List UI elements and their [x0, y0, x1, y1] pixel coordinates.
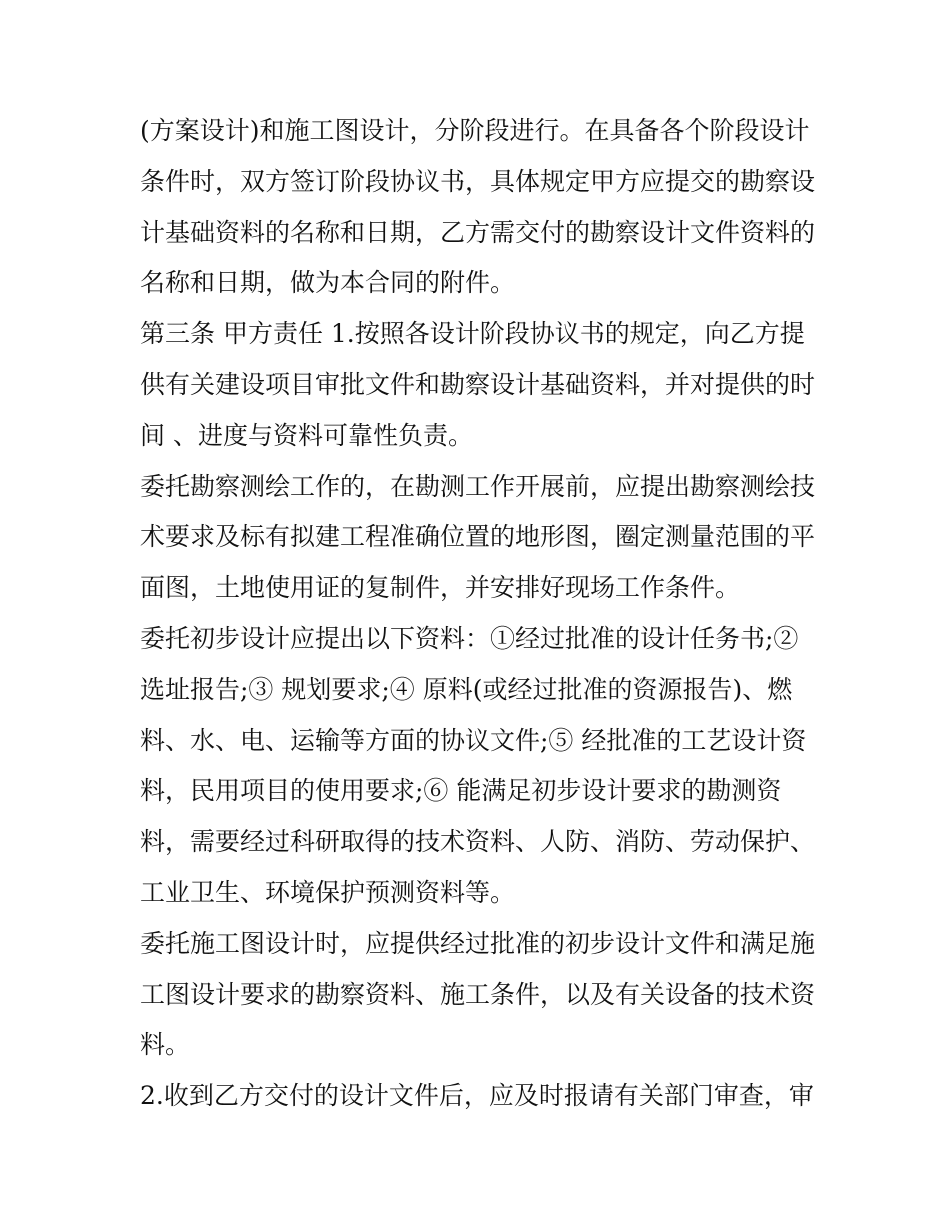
text-line: 料。 — [140, 1030, 191, 1060]
text-line: 计基础资料的名称和日期，乙方需交付的勘察设计文件资料的 — [140, 217, 816, 247]
text-line: 委托勘察测绘工作的，在勘测工作开展前，应提出勘察测绘技 — [140, 471, 816, 501]
text-line: 工业卫生、环境保护预测资料等。 — [140, 877, 516, 907]
text-line: 选址报告;③ 规划要求;④ 原料(或经过批准的资源报告)、燃 — [140, 674, 793, 704]
text-line: 2.收到乙方交付的设计文件后，应及时报请有关部门审查，审 — [140, 1081, 814, 1111]
text-line: 料，需要经过科研取得的技术资料、人防、消防、劳动保护、 — [140, 827, 816, 857]
text-line: 名称和日期，做为本合同的附件。 — [140, 268, 516, 298]
text-line: 间 、进度与资料可靠性负责。 — [140, 420, 473, 450]
text-line: 术要求及标有拟建工程准确位置的地形图，圈定测量范围的平 — [140, 522, 816, 552]
text-line: (方案设计)和施工图设计，分阶段进行。在具备各个阶段设计 — [140, 116, 810, 145]
document-body — [140, 106, 820, 1122]
text-line: 第三条 甲方责任 1.按照各设计阶段协议书的规定，向乙方提 — [140, 319, 805, 349]
text-line: 工图设计要求的勘察资料、施工条件，以及有关设备的技术资 — [140, 979, 816, 1009]
text-line: 条件时，双方签订阶段协议书，具体规定甲方应提交的勘察设 — [140, 166, 816, 196]
text-line: 供有关建设项目审批文件和勘察设计基础资料，并对提供的时 — [140, 369, 816, 399]
text-line: 面图，土地使用证的复制件，并安排好现场工作条件。 — [140, 573, 741, 603]
text-line: 委托初步设计应提出以下资料：①经过批准的设计任务书;② — [140, 623, 799, 653]
text-line: 委托施工图设计时，应提供经过批准的初步设计文件和满足施 — [140, 928, 816, 958]
text-line: 料、水、电、运输等方面的协议文件;⑤ 经批准的工艺设计资 — [140, 725, 807, 755]
text-line: 料，民用项目的使用要求;⑥ 能满足初步设计要求的勘测资 — [140, 776, 782, 806]
